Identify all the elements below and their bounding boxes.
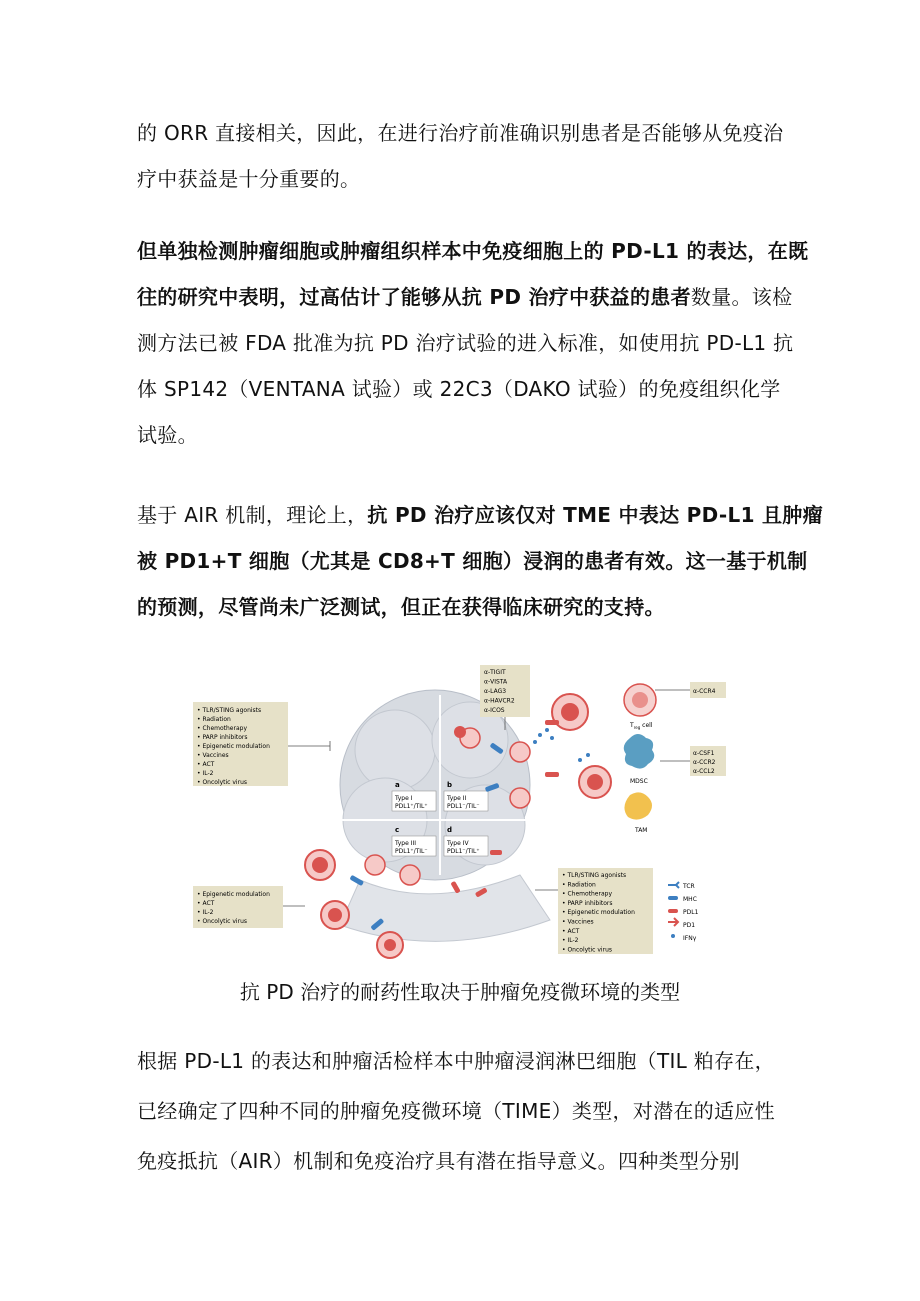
box-top-left [193, 702, 330, 786]
box-bottom-right-line-7: • IL-2 [562, 937, 579, 945]
quadrant-b-desc: PDL1⁻/TIL⁻ [447, 803, 480, 810]
box-bottom-right-line-4: • Epigenetic modulation [562, 909, 635, 917]
legend-label-4: IFNγ [683, 935, 697, 942]
svg-text:Treg cell: $T_{reg}$ cell [630, 722, 653, 730]
tam-label: TAM [635, 827, 648, 834]
paragraph-2-line-4: 体 SP142（VENTANA 试验）或 22C3（DAKO 试验）的免疫组织化学 [137, 377, 781, 401]
tme-figure [190, 660, 730, 960]
quadrant-a-type: Type I [395, 795, 413, 802]
box-top-left-line-1: • Radiation [197, 716, 231, 723]
legend [668, 882, 699, 942]
ccr4-label: α-CCR4 [693, 688, 716, 695]
box-top-mid-line-0: α-TIGIT [484, 669, 506, 676]
paragraph-2-line-2 [137, 274, 792, 320]
box-top-mid-line-4: α-ICOS [484, 707, 505, 714]
box-csf-line-1: α-CCR2 [693, 759, 716, 766]
box-top-left-line-7: • IL-2 [197, 770, 214, 777]
box-bottom-right-line-1: • Radiation [562, 881, 596, 889]
tumor-mass [340, 690, 550, 941]
box-bottom-left-line-2: • IL-2 [197, 909, 214, 916]
box-bottom-right-line-0: • TLR/STING agonists [562, 872, 627, 879]
paragraph-1-line-1: 的 ORR 直接相关，因此，在进行治疗前准确识别患者是否能够从免疫治 [137, 121, 784, 145]
legend-label-2: PDL1 [683, 909, 699, 916]
paragraph-2-line-3: 测方法已被 FDA 批准为抗 PD 治疗试验的进入标准，如使用抗 PD-L1 抗 [137, 331, 794, 355]
box-bottom-left [193, 886, 305, 928]
box-top-left-line-3: • PARP inhibitors [197, 734, 248, 741]
paragraph-4-line-1: 根据 PD-L1 的表达和肿瘤活检样本中肿瘤浸润淋巴细胞（TIL 粕存在， [137, 1049, 775, 1073]
quadrant-a-letter: a [395, 781, 400, 789]
paragraph-1 [137, 110, 792, 202]
box-top-left-line-0: • TLR/STING agonists [197, 707, 262, 714]
paragraph-3 [137, 492, 823, 630]
paragraph-2-line-2-bold: 往的研究中表明，过高估计了能够从抗 PD 治疗中获益的患者 [137, 285, 691, 309]
box-bottom-right-line-5: • Vaccines [562, 918, 594, 926]
quadrant-c-letter: c [395, 826, 400, 834]
box-csf [660, 746, 726, 776]
paragraph-2-line-5: 试验。 [137, 423, 198, 447]
paragraph-2 [137, 228, 809, 458]
box-bottom-right [535, 868, 653, 954]
legend-label-3: PD1 [683, 922, 696, 929]
quadrant-c-type: Type III [395, 840, 416, 847]
quadrant-b-type: Type II [447, 795, 467, 802]
box-bottom-right-line-2: • Chemotherapy [562, 890, 612, 898]
paragraph-3-line-1 [137, 492, 823, 538]
paragraph-4-line-3: 免疫抵抗（AIR）机制和免疫治疗具有潜在指导意义。四种类型分别 [137, 1149, 740, 1173]
quadrant-d-desc: PDL1⁻/TIL⁺ [447, 848, 480, 855]
paragraph-1-line-2: 疗中获益是十分重要的。 [137, 167, 361, 191]
box-bottom-right-line-3: • PARP inhibitors [562, 899, 613, 907]
paragraph-4-line-2: 已经确定了四种不同的肿瘤免疫微环境（TIME）类型，对潜在的适应性 [137, 1099, 775, 1123]
box-top-mid-line-3: α-HAVCR2 [484, 697, 515, 705]
tam-cell [624, 792, 652, 834]
paragraph-4 [137, 1036, 792, 1186]
legend-label-1: MHC [683, 896, 697, 903]
box-top-mid-line-1: α-VISTA [484, 678, 508, 686]
box-bottom-left-line-0: • Epigenetic modulation [197, 891, 270, 898]
paragraph-2-line-2-rest: 数量。该检 [690, 285, 793, 309]
box-top-left-line-2: • Chemotherapy [197, 725, 247, 732]
paragraph-3-line-3: 的预测，尽管尚未广泛测试，但正在获得临床研究的支持。 [137, 595, 665, 619]
box-top-left-line-8: • Oncolytic virus [197, 779, 247, 786]
box-top-left-line-5: • Vaccines [197, 752, 229, 759]
figure-caption: 抗 PD 治疗的耐药性取决于肿瘤免疫微环境的类型 [239, 980, 681, 1004]
box-bottom-right-line-6: • ACT [562, 927, 580, 935]
paragraph-3-line-2: 被 PD1+T 细胞（尤其是 CD8+T 细胞）浸润的患者有效。这一基于机制 [137, 549, 808, 573]
quadrant-a-desc: PDL1⁺/TIL⁺ [395, 803, 428, 810]
box-top-left-line-6: • ACT [197, 761, 215, 768]
box-csf-line-0: α-CSF1 [693, 750, 715, 757]
box-top-mid-line-2: α-LAG3 [484, 688, 507, 695]
paragraph-2-line-1: 但单独检测肿瘤细胞或肿瘤组织样本中免疫细胞上的 PD-L1 的表达，在既 [137, 239, 809, 263]
paragraph-3-line-1-normal: 基于 AIR 机制，理论上， [137, 503, 368, 527]
box-bottom-right-line-8: • Oncolytic virus [562, 946, 612, 954]
legend-label-0: TCR [683, 883, 695, 890]
paragraph-3-line-1-bold: 抗 PD 治疗应该仅对 TME 中表达 PD-L1 且肿瘤 [367, 503, 823, 527]
quadrant-b-letter: b [447, 781, 453, 789]
quadrant-c-desc: PDL1⁺/TIL⁻ [395, 848, 428, 855]
box-bottom-left-line-3: • Oncolytic virus [197, 918, 247, 925]
box-top-left-line-4: • Epigenetic modulation [197, 743, 270, 750]
quadrant-d-type: Type IV [447, 840, 469, 847]
box-bottom-left-line-1: • ACT [197, 900, 215, 907]
treg-label [629, 722, 653, 730]
mdsc-label: MDSC [630, 778, 648, 785]
box-ccr4 [655, 682, 726, 698]
quadrant-d-letter: d [447, 826, 453, 834]
box-csf-line-2: α-CCL2 [693, 768, 715, 775]
mdsc-cell [624, 734, 655, 785]
